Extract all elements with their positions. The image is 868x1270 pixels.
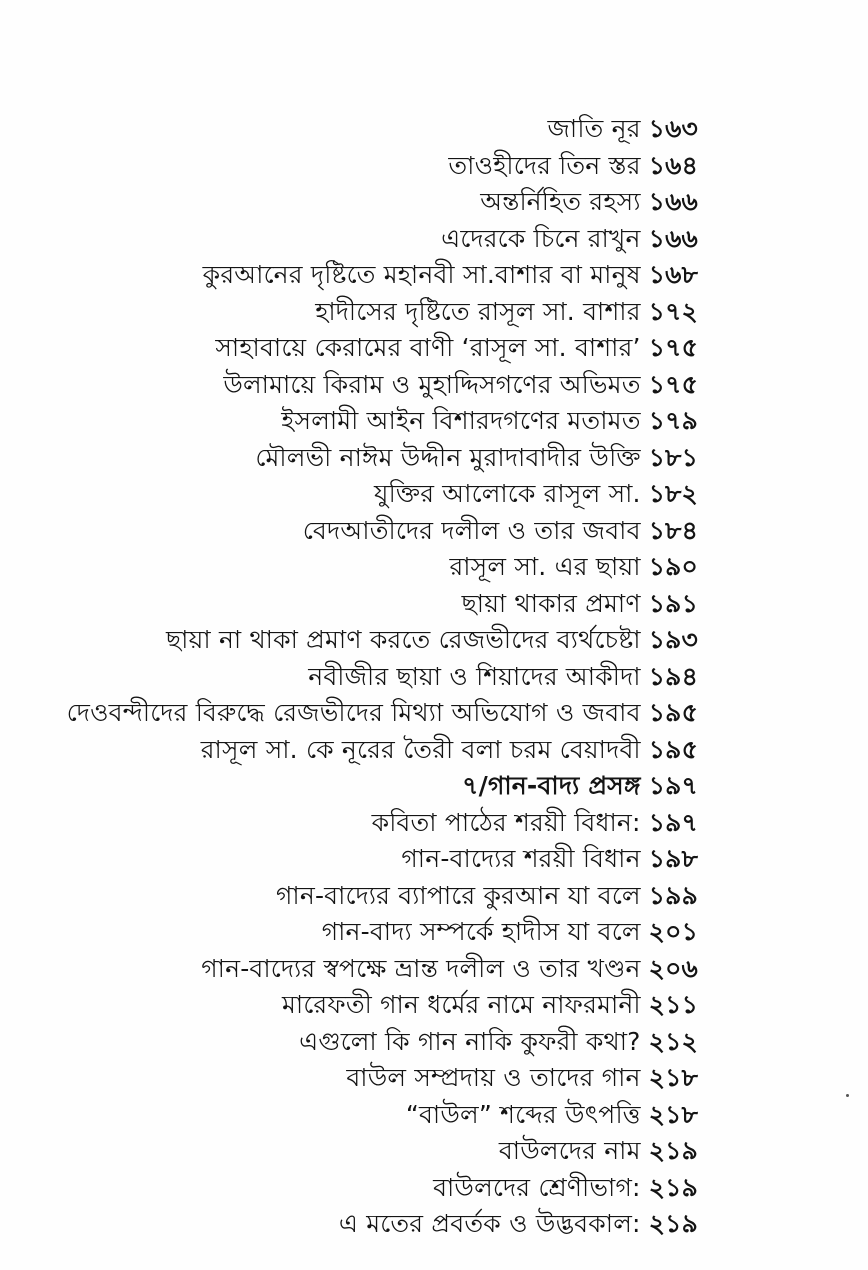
toc-entry-page-number: ২১২ [648,1026,698,1056]
toc-entry-page-number: ১৭২ [648,296,698,326]
toc-entry-page-number: ২১৯ [648,1172,698,1202]
print-speck [846,1094,849,1097]
toc-entry [20,768,698,805]
toc-entry-page-number: ২১৯ [648,1209,698,1238]
toc-entry-title: নবীজীর ছায়া ও শিয়াদের আকীদা [308,661,641,691]
toc-entry [20,695,698,732]
toc-entry-page-number: ১৯৭ [648,807,698,837]
toc-entry [20,1206,698,1243]
toc-entry-title: কুরআনের দৃষ্টিতে মহানবী সা.বাশার বা মানুষ [202,260,641,289]
toc-entry-title: সাহাবায়ে কেরামের বাণী ‘রাসূল সা. বাশার’ [215,333,641,362]
toc-entry [20,184,698,221]
toc-entry-page-number: ১৮১ [648,442,698,472]
toc-entry-title: গান-বাদ্যের ব্যাপারে কুরআন যা বলে [276,880,641,910]
toc-entry-title: অন্তর্নিহিত রহস্য [480,187,641,216]
toc-entry-title: কবিতা পাঠের শরয়ী বিধান: [371,807,641,837]
toc-entry-title: এগুলো কি গান নাকি কুফরী কথা? [299,1026,641,1056]
toc-entry-page-number: ১৬৬ [648,223,698,253]
toc-entry-title: ছায়া থাকার প্রমাণ [461,588,641,618]
toc-entry-page-number: ১৮৪ [648,515,698,545]
toc-entry [20,1024,698,1061]
toc-entry-page-number: ১৭৫ [648,369,698,399]
toc-entry-page-number: ২১৮ [648,1099,698,1129]
toc-entry-page-number: ১৮২ [648,479,698,508]
toc-entry [20,257,698,294]
toc-entry-page-number: ১৯০ [648,552,698,581]
toc-entry-title: রাসূল সা. এর ছায়া [449,552,641,581]
toc-entry [20,403,698,440]
toc-entry-page-number: ২০১ [648,917,698,946]
toc-entry-title: বাউল সম্প্রদায় ও তাদের গান [346,1063,641,1092]
toc-entry-title: হাদীসের দৃষ্টিতে রাসূল সা. বাশার [315,296,641,326]
toc-entry-page-number: ১৯৭ [648,771,698,800]
toc-entry-page-number: ১৬৮ [648,260,698,289]
toc-entry-title: ৭/গান-বাদ্য প্রসঙ্গ [462,771,641,800]
toc-entry-title: মৌলভী নাঈম উদ্দীন মুরাদাবাদীর উক্তি [255,442,641,472]
toc-entry-page-number: ১৯৯ [648,880,698,910]
toc-entry [20,1133,698,1170]
toc-entry-title: গান-বাদ্যের শরয়ী বিধান [401,844,641,873]
toc-entry-title: দেওবন্দীদের বিরুদ্ধে রেজভীদের মিথ্যা অভিযোগ ও জবাব [66,698,641,727]
toc-entry-page-number: ১৭৯ [648,406,698,435]
toc-entry [20,805,698,842]
toc-entry [20,367,698,404]
toc-entry-page-number: ১৯৫ [648,734,698,764]
toc-entry-title: মারেফতী গান ধর্মের নামে নাফরমানী [282,990,641,1019]
toc-entry [20,841,698,878]
toc-entry [20,148,698,185]
toc-entry-page-number: ২১৯ [648,1136,698,1165]
toc-entry-title: বেদআতীদের দলীল ও তার জবাব [302,515,641,545]
toc-entry-page-number: ১৯৫ [648,698,698,727]
toc-entry-page-number: ১৬৩ [648,114,698,143]
toc-entry-title: রাসূল সা. কে নূরের তৈরী বলা চরম বেয়াদবী [200,734,641,764]
toc-entry-title: বাউলদের শ্রেণীভাগ: [433,1172,641,1202]
toc-entry [20,914,698,951]
toc-entry [20,951,698,988]
toc-entry-page-number: ১৬৪ [648,150,698,180]
toc-entry-title: গান-বাদ্য সম্পর্কে হাদীস যা বলে [321,917,641,946]
toc-entry-page-number: ১৭৫ [648,333,698,362]
toc-entry [20,1170,698,1207]
toc-entry-page-number: ২১৮ [648,1063,698,1092]
toc-entry-title: উলামায়ে কিরাম ও মুহাদ্দিসগণের অভিমত [223,369,641,399]
toc-entry [20,622,698,659]
toc-entry-title: “বাউল” শব্দের উৎপত্তি [405,1099,641,1129]
toc-entry [20,294,698,331]
toc-entry-title: এদেরকে চিনে রাখুন [441,223,641,253]
toc-entry-page-number: ১৬৬ [648,187,698,216]
toc-entry-page-number: ১৯৩ [648,625,698,654]
toc-entry [20,111,698,148]
toc-entry-page-number: ১৯১ [648,588,698,618]
toc-entry [20,987,698,1024]
toc-entry [20,476,698,513]
toc-entry-page-number: ১৯৮ [648,844,698,873]
toc-entry [20,878,698,915]
toc-entry-page-number: ২০৬ [648,953,698,983]
toc-entry [20,513,698,550]
toc-entry [20,732,698,769]
toc-entry [20,586,698,623]
toc-entry [20,440,698,477]
toc-entry-title: ছায়া না থাকা প্রমাণ করতে রেজভীদের ব্যর্থচেষ্টা [166,625,641,654]
toc-entry [20,221,698,258]
toc-entry-page-number: ২১১ [648,990,698,1019]
toc-entry-title: ইসলামী আইন বিশারদগণের মতামত [281,406,641,435]
toc-entry [20,330,698,367]
toc-entry-title: এ মতের প্রবর্তক ও উদ্ভবকাল: [338,1209,641,1238]
table-of-contents [20,111,698,1243]
toc-entry-page-number: ১৯৪ [648,661,698,691]
toc-entry [20,659,698,696]
toc-entry [20,549,698,586]
toc-entry-title: যুক্তির আলোকে রাসূল সা. [373,479,641,508]
toc-entry-title: বাউলদের নাম [498,1136,641,1165]
toc-entry [20,1060,698,1097]
toc-entry-title: তাওহীদের তিন স্তর [448,150,641,180]
toc-entry-title: গান-বাদ্যের স্বপক্ষে ভ্রান্ত দলীল ও তার খণ্ডন [201,953,641,983]
toc-entry [20,1097,698,1134]
toc-entry-title: জাতি নূর [547,114,641,143]
